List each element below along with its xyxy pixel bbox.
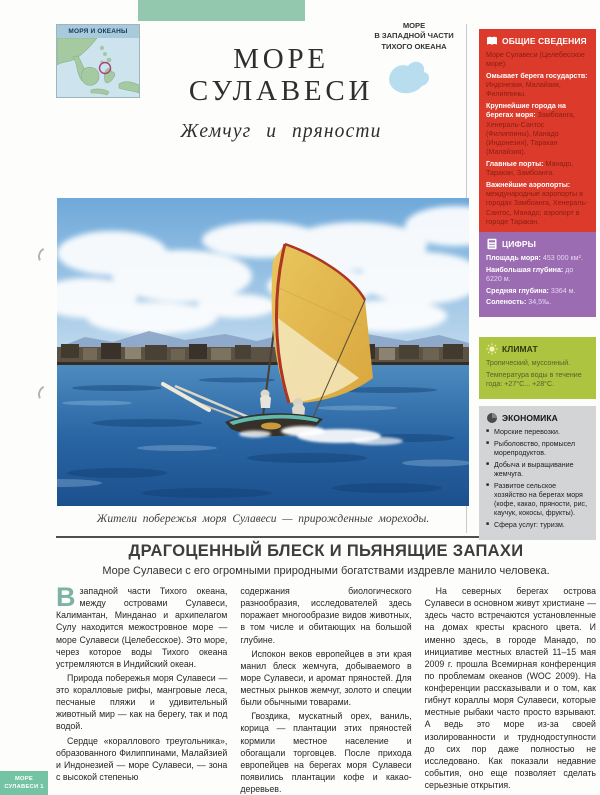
binder-hole <box>36 245 60 269</box>
page-subtitle: Жемчуг и пряности <box>180 120 382 142</box>
list-item: ■ Сфера услуг: туризм. <box>486 521 589 530</box>
dropcap: В <box>56 582 76 612</box>
title-line-2: СУЛАВЕСИ <box>188 74 374 107</box>
list-item: ■ Добыча и выращивание жемчуга. <box>486 461 589 479</box>
column-2: содержания биологического разнообразия, исследователей здесь поражает многообразие видов животных, в том числе и обитающих на большой глубине. Испокон веков европейцев в эти края манил блеск жемчуга, добываемого в море Сулавеси, и аромат пряностей. Для местных рынков жемчуг, золото и специи были обычными товарами. Гвоздика, мускатный орех, ваниль, корица — плантации этих пряностей кормили местное население и обогащали торговцев. После прихода европейцев на берегах моря Сулавеси появились плантации кофе и какао-деревьев. <box>240 586 412 794</box>
infobox-title: ЭКОНОМИКА <box>502 413 558 423</box>
infobox-general: ОБЩИЕ СВЕДЕНИЯ Море Сулавеси (Целебесское море). Омывает берега государств: Индонезия, Малайзия, Филиппины. Крупнейшие города на берегах моря: Замбоанга, Хенераль-Сантос (Филиппины), Манадо (Индонезия), Таракан (Малайзия). Главные порты: Манадо, Таракан, Замбоанга. Важнейшие аэропорты: международные аэропорты в городах Замбоанга, Хенераль-Сантос, Манадо; аэропорт в городе Таракан. <box>479 29 596 236</box>
top-accent-bar <box>138 0 305 21</box>
page-number-tab: МОРЕ СУЛАВЕСИ 1 <box>0 771 48 795</box>
binder-hole <box>36 383 60 407</box>
coin-icon <box>486 412 498 424</box>
column-1: Взападной части Тихого океана, между островами Сулавеси, Калимантан, Минданао и архипелагом Сулу находится межостровное море — море Сулавеси (Целебесское). Это море, через которое воды Тихого океана устремляются в Индийский океан. Природа побережья моря Сулавеси — это коралловые рифы, мангровые леса, песчаные пляжи и удивительный животный мир — как на берегу, так и под водой. Сердце «кораллового треугольника», образованного Филиппинами, Малайзией и Индонезией — море Сулавеси, — зона с высокой степенью <box>56 582 228 782</box>
list-item: ■ Морские перевозки. <box>486 428 589 437</box>
location-note: МОРЕ В ЗАПАДНОЙ ЧАСТИ ТИХОГО ОКЕАНА <box>374 21 454 51</box>
article-lead: Море Сулавеси с его огромными природными богатствами издревле манило человека. <box>102 565 550 577</box>
infobox-economy <box>479 406 596 540</box>
infobox-title: ЦИФРЫ <box>502 239 536 249</box>
economy-list <box>486 428 589 530</box>
column-3: На северных берегах острова Сулавеси в основном живут христиане — здесь часто встречаются установленные на домах кресты красного цвета. И именно здесь, в городе Манадо, по инициативе местных властей 11–15 мая 2009 г. прошла Всемирная конференция по проблемам океанов (WOC 2009). На конференции рассказывали и о том, как гибнут кораллы моря Сулавеси, которые местные рыбаки часто просто взрывают. А ведь это море из-за своей изолированности и труднодоступности до сих пор даже полностью не исследовано. Как показали недавние события, оно еще позволяет сделать серьезные открытия. <box>424 586 596 790</box>
photo-caption: Жители побережья моря Сулавеси — прирожденные мореходы. <box>96 513 430 525</box>
infobox-title: КЛИМАТ <box>502 344 538 354</box>
locator-map-graphic <box>57 38 139 97</box>
infobox-title: ОБЩИЕ СВЕДЕНИЯ <box>502 36 587 46</box>
page-title <box>148 44 414 108</box>
list-item: ■ Рыболовство, промысел морепродуктов. <box>486 440 589 458</box>
book-icon <box>486 35 498 47</box>
sailboat-photo <box>57 198 469 506</box>
locator-map <box>56 24 140 98</box>
sun-icon <box>486 343 498 355</box>
calculator-icon <box>486 238 498 250</box>
infobox-figures: ЦИФРЫ Площадь моря: 453 000 км². Наибольшая глубина: до 6220 м. Средняя глубина: 3364 м. Соленость: 34,5‰. <box>479 232 596 317</box>
title-line-1: МОРЕ <box>233 43 329 75</box>
infobox-climate: КЛИМАТ Тропический, муссонный. Температура воды в течение года: +27°С... +28°С. <box>479 337 596 399</box>
article-body <box>56 582 596 795</box>
series-label: МОРЯ И ОКЕАНЫ <box>57 25 139 38</box>
article-heading: ДРАГОЦЕННЫЙ БЛЕСК И ПЬЯНЯЩИЕ ЗАПАХИ <box>128 542 524 560</box>
list-item: ■ Развитое сельское хозяйство на берегах моря (кофе, какао, пряности, рис, каучук, кокосы, фрукты). <box>486 482 589 519</box>
sea-silhouette <box>378 56 440 100</box>
